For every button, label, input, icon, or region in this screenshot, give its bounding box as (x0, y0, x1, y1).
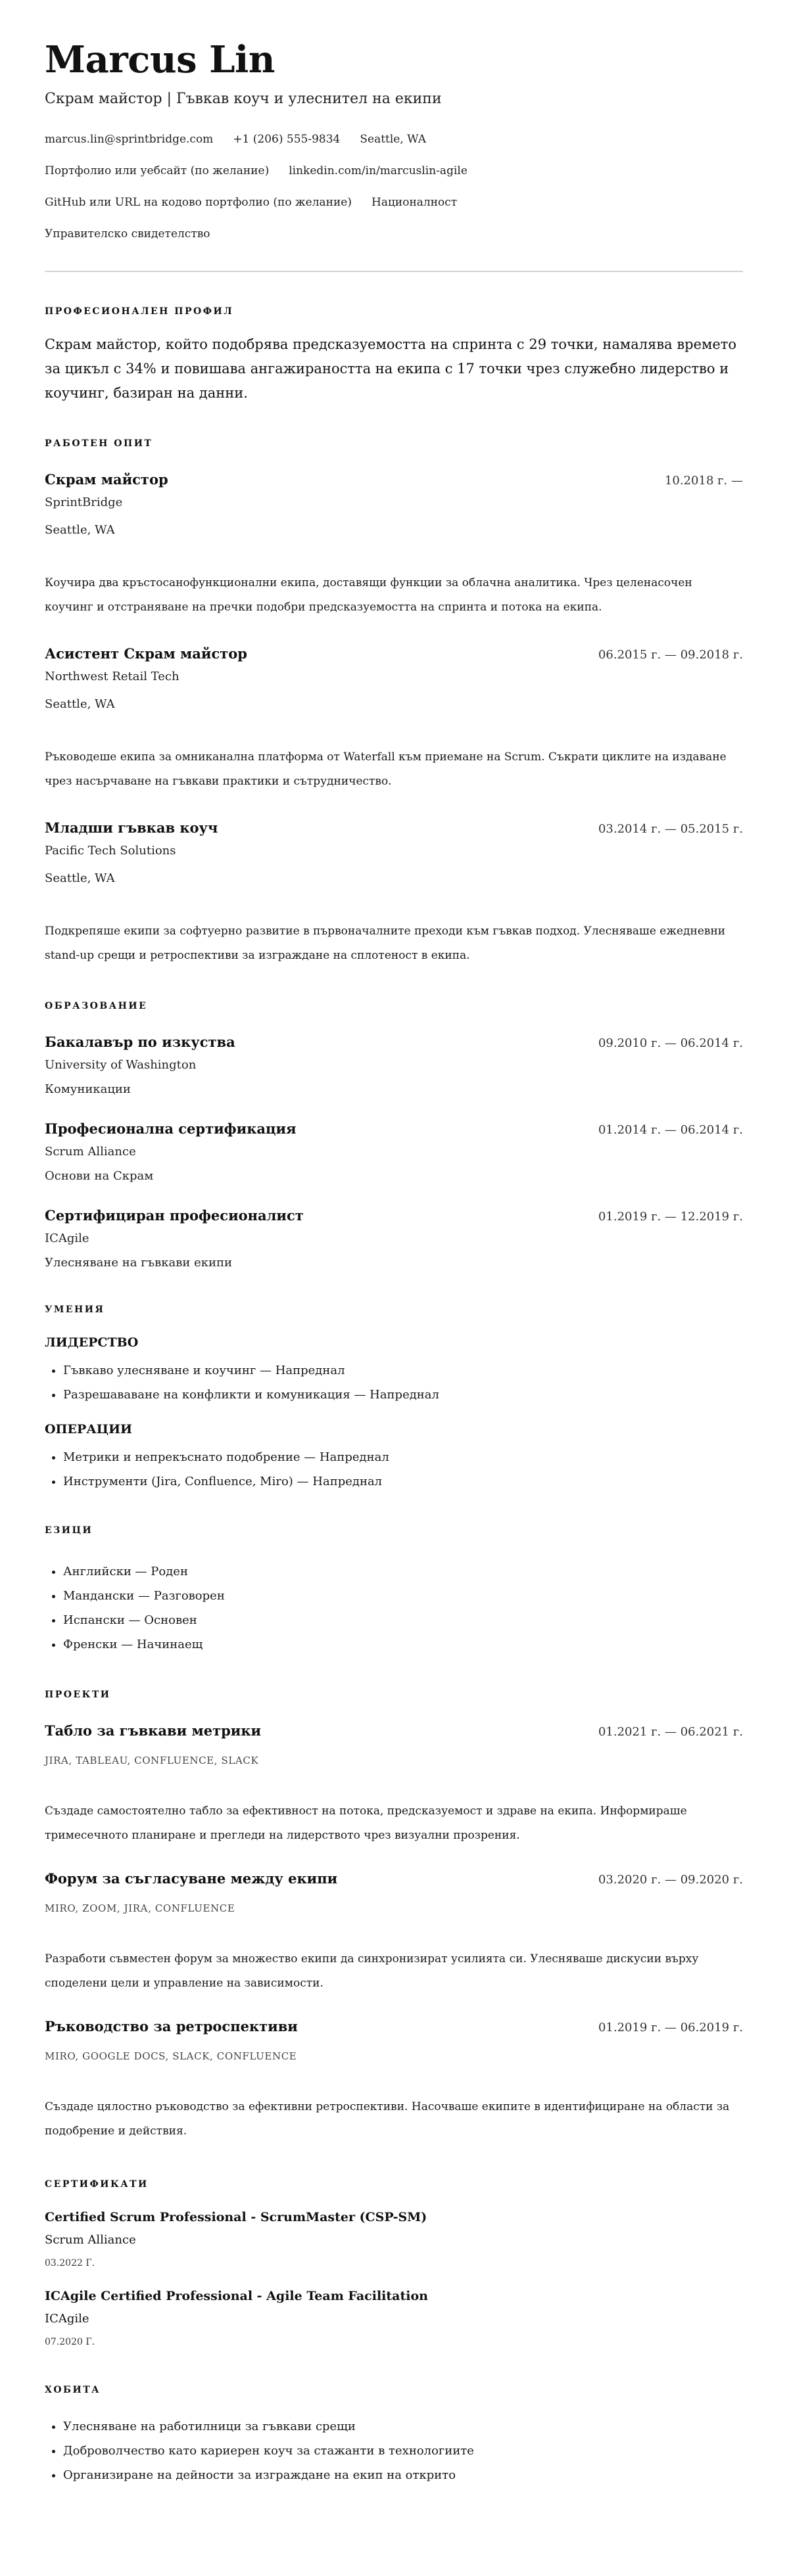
skill-group-title: ОПЕРАЦИИ (45, 1422, 132, 1437)
education-item (45, 1120, 743, 1185)
contact-license: Управителско свидетелство (45, 227, 210, 241)
experience-item (45, 819, 743, 968)
certificate-name: ICAgile Certified Professional - Agile Team Facilitation (45, 2289, 428, 2303)
hobby-item: • Улесняване на работилници за гъвкави срещи (63, 2414, 743, 2439)
candidate-name: Marcus Lin (45, 38, 275, 81)
profile-section (45, 305, 743, 405)
job-location: Seattle, WA (45, 871, 115, 885)
education-section (45, 1000, 743, 1272)
candidate-headline: Скрам майстор | Гъвкав коуч и улеснител на екипи (45, 91, 442, 107)
section-title: УМЕНИЯ (45, 1304, 105, 1315)
skill-list (45, 1358, 743, 1407)
certificate-issuer: ICAgile (45, 2312, 89, 2326)
project-dates: 01.2019 г. — 06.2019 г. (598, 2021, 743, 2035)
contact-row (45, 155, 743, 187)
project-item (45, 2018, 743, 2144)
section-title: ЕЗИЦИ (45, 1525, 93, 1536)
project-tech: JIRA, TABLEAU, CONFLUENCE, SLACK (45, 1755, 259, 1766)
contact-nationality: Националност (371, 196, 458, 209)
hobby-item: • Доброволчество като кариерен коуч за стажанти в технологиите (63, 2439, 743, 2463)
projects-section (45, 1688, 743, 2144)
project-description: Създаде цялостно ръководство за ефективни ретроспективи. Насочваше екипите в идентифициране на области за подобрение и действия. (45, 2100, 730, 2138)
education-dates: 01.2014 г. — 06.2014 г. (598, 1123, 743, 1137)
certificates-section (45, 2178, 743, 2349)
education-institution: Scrum Alliance (45, 1145, 136, 1159)
languages-section (45, 1524, 743, 1657)
contact-row (45, 187, 743, 218)
section-title: ПРОФЕСИОНАЛЕН ПРОФИЛ (45, 306, 234, 317)
education-dates: 09.2010 г. — 06.2014 г. (598, 1036, 743, 1050)
language-item: • Мандански — Разговорен (63, 1584, 743, 1608)
project-dates: 03.2020 г. — 09.2020 г. (598, 1873, 743, 1887)
contact-github[interactable]: GitHub или URL на кодово портфолио (по желание) (45, 196, 352, 209)
job-location: Seattle, WA (45, 523, 115, 537)
job-company: Northwest Retail Tech (45, 670, 179, 683)
contact-row (45, 124, 743, 155)
section-title: ОБРАЗОВАНИЕ (45, 1001, 148, 1011)
job-dates: 06.2015 г. — 09.2018 г. (598, 648, 743, 662)
project-title: Форум за съгласуване между екипи (45, 1870, 338, 1887)
job-dates: 03.2014 г. — 05.2015 г. (598, 822, 743, 836)
contact-location: Seattle, WA (360, 133, 427, 146)
job-location: Seattle, WA (45, 697, 115, 711)
education-dates: 01.2019 г. — 12.2019 г. (598, 1210, 743, 1224)
project-tech: MIRO, GOOGLE DOCS, SLACK, CONFLUENCE (45, 2050, 297, 2062)
hobby-list (45, 2414, 743, 2487)
project-description: Създаде самостоятелно табло за ефективност на потока, предсказуемост и здраве на екипа. Информираше тримесечното планиране и прегледи на лидерството чрез визуални прозрения. (45, 1805, 687, 1842)
job-description: Коучира два кръстосанофункционални екипа, доставящи функции за облачна аналитика. Чрез целенасочен коучинг и отстраняване на пречки подобри предсказуемостта на спринта и потока на екипа. (45, 576, 692, 614)
skill-item: • Гъвкаво улесняване и коучинг — Напреднал (63, 1358, 743, 1383)
education-field: Комуникации (45, 1082, 131, 1096)
certificate-date: 03.2022 Г. (45, 2258, 95, 2268)
skill-list (45, 1445, 743, 1494)
language-item: • Испански — Основен (63, 1608, 743, 1632)
project-title: Табло за гъвкави метрики (45, 1722, 262, 1739)
education-field: Основи на Скрам (45, 1169, 154, 1183)
contact-email[interactable]: marcus.lin@sprintbridge.com (45, 133, 214, 146)
contact-linkedin[interactable]: linkedin.com/in/marcuslin-agile (289, 164, 467, 177)
job-company: Pacific Tech Solutions (45, 844, 176, 858)
contact-phone[interactable]: +1 (206) 555-9834 (233, 133, 341, 146)
experience-item (45, 471, 743, 620)
language-item: • Английски — Роден (63, 1559, 743, 1584)
degree-title: Професионална сертификация (45, 1120, 297, 1137)
certificate-issuer: Scrum Alliance (45, 2233, 136, 2247)
skills-section (45, 1303, 743, 1494)
job-title: Скрам майстор (45, 471, 168, 488)
section-title: СЕРТИФИКАТИ (45, 2179, 149, 2190)
experience-section (45, 437, 743, 968)
section-title: РАБОТЕН ОПИТ (45, 438, 153, 449)
contact-row (45, 218, 743, 250)
job-title: Младши гъвкав коуч (45, 819, 218, 836)
experience-item (45, 645, 743, 794)
education-institution: University of Washington (45, 1058, 197, 1072)
job-description: Подкрепяше екипи за софтуерно развитие в първоначалните преходи към гъвкав подход. Улесняваше ежедневни stand-up срещи и ретроспективи за изграждане на сплотеност в екипа. (45, 925, 726, 962)
skill-item: • Инструменти (Jira, Confluence, Miro) — Напреднал (63, 1469, 743, 1494)
contact-portfolio[interactable]: Портфолио или уебсайт (по желание) (45, 164, 270, 177)
section-title: ХОБИТА (45, 2385, 101, 2395)
project-title: Ръководство за ретроспективи (45, 2018, 298, 2035)
certificate-name: Certified Scrum Professional - ScrumMaster (CSP-SM) (45, 2210, 427, 2224)
degree-title: Сертифициран професионалист (45, 1207, 304, 1224)
section-title: ПРОЕКТИ (45, 1690, 111, 1700)
skill-item: • Разрешававане на конфликти и комуникация — Напреднал (63, 1383, 743, 1407)
skill-item: • Метрики и непрекъснато подобрение — Напреднал (63, 1445, 743, 1469)
hobby-item: • Организиране на дейности за изграждане на екип на открито (63, 2463, 743, 2487)
education-item (45, 1034, 743, 1098)
project-item (45, 1870, 743, 1996)
job-description: Ръководеше екипа за омниканална платформа от Waterfall към приемане на Scrum. Съкрати циклите на издаване чрез насърчаване на гъвкави практики и сътрудничество. (45, 750, 727, 788)
project-tech: MIRO, ZOOM, JIRA, CONFLUENCE (45, 1902, 235, 1914)
education-field: Улесняване на гъвкави екипи (45, 1256, 232, 1270)
language-list (45, 1559, 743, 1657)
job-title: Асистент Скрам майстор (45, 645, 247, 662)
project-dates: 01.2021 г. — 06.2021 г. (598, 1725, 743, 1739)
hobbies-section (45, 2383, 743, 2487)
education-item (45, 1207, 743, 1272)
project-description: Разработи съвместен форум за множество екипи да синхронизират усилията си. Улесняваше дискусии върху споделени цели и управление на зависимости. (45, 1952, 699, 1990)
language-item: • Френски — Начинаещ (63, 1632, 743, 1657)
job-dates: 10.2018 г. — (664, 474, 743, 488)
resume-header (45, 39, 743, 250)
job-company: SprintBridge (45, 495, 123, 509)
header-divider (45, 271, 743, 272)
certificate-date: 07.2020 Г. (45, 2337, 95, 2347)
degree-title: Бакалавър по изкуства (45, 1034, 235, 1050)
education-institution: ICAgile (45, 1231, 89, 1245)
project-item (45, 1722, 743, 1848)
profile-summary: Скрам майстор, който подобрява предсказуемостта на спринта с 29 точки, намалява времето за цикъл с 34% и повишава ангажираността на екипа с 17 точки чрез служебно лидерство и коучинг, базиран на данни. (45, 336, 737, 401)
skill-group-title: ЛИДЕРСТВО (45, 1335, 139, 1350)
